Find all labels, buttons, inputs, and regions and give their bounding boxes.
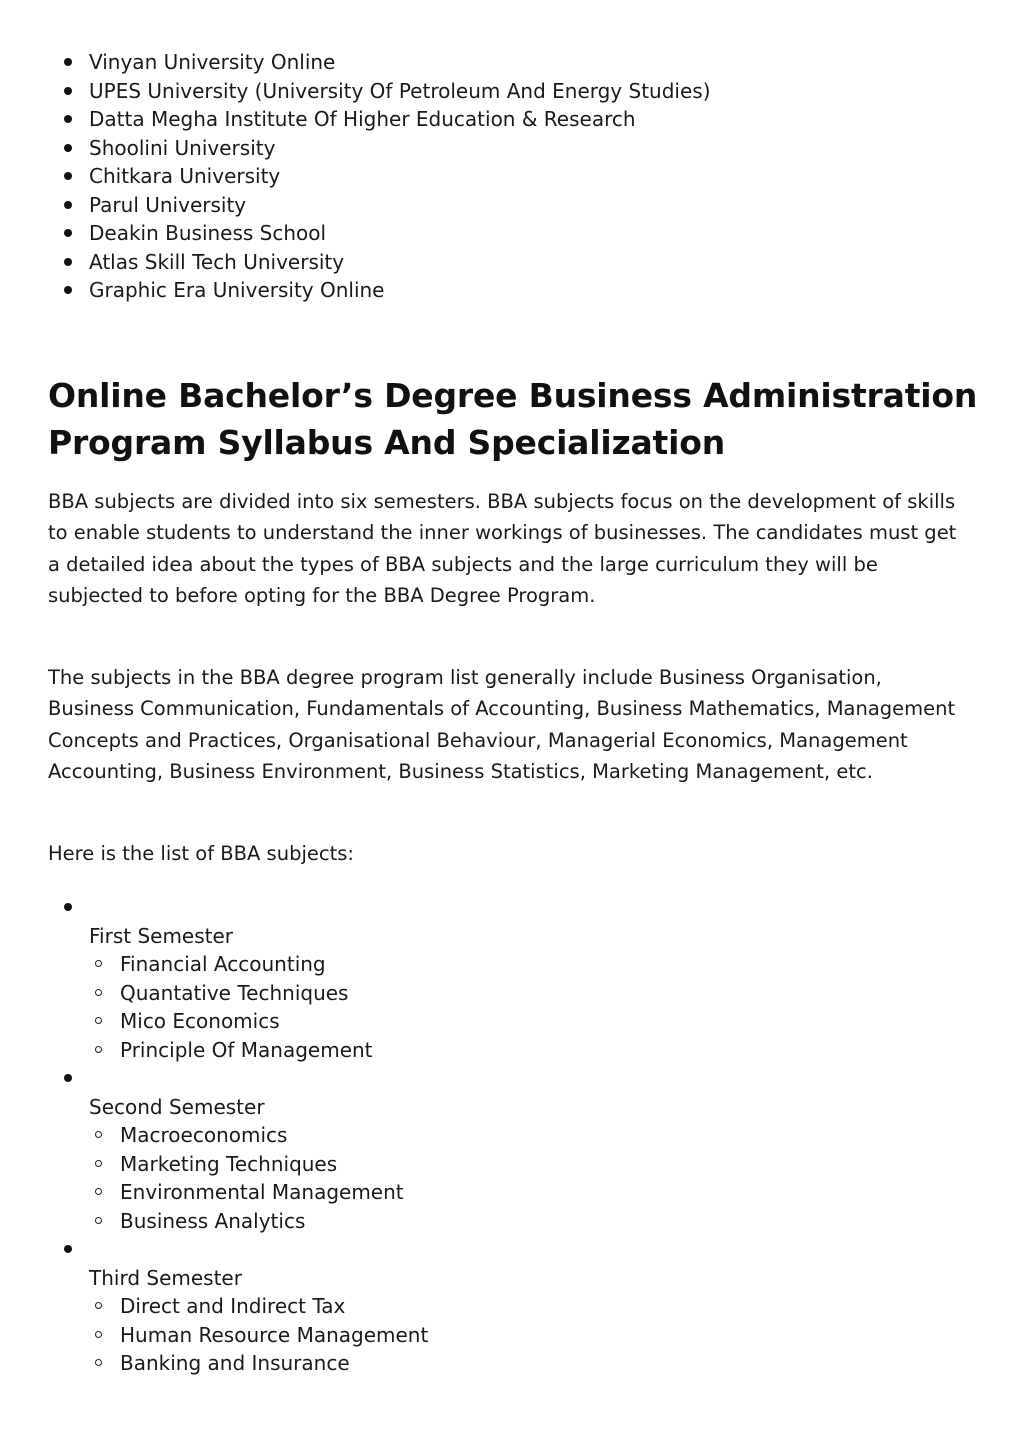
subject-list [89, 1121, 428, 1235]
section-heading [48, 373, 977, 466]
list-item: Atlas Skill Tech University [48, 248, 711, 277]
subject-item: Human Resource Management [89, 1321, 428, 1350]
subject-item: Mico Economics [89, 1007, 428, 1036]
subject-list [89, 1292, 428, 1378]
list-item: Chitkara University [48, 162, 711, 191]
list-item: Parul University [48, 191, 711, 220]
university-list [48, 48, 711, 305]
semester-title: First Semester [89, 923, 234, 948]
list-item: Graphic Era University Online [48, 276, 711, 305]
heading-line-2: Program Syllabus And Specialization [48, 422, 725, 462]
list-item: Deakin Business School [48, 219, 711, 248]
subject-item: Business Analytics [89, 1207, 428, 1236]
semester-list [48, 893, 428, 1378]
subjects-paragraph: The subjects in the BBA degree program list generally include Business Organisation, Business Communication, Fundamentals of Accounting, Business Mathematics, Management Concepts and Practices, Organisational Behaviour, Managerial Economics, Management Accounting, Business Environment, Business Statistics, Marketing Management, etc. [48, 666, 956, 783]
subject-item: Direct and Indirect Tax [89, 1292, 428, 1321]
semester-item [48, 1235, 428, 1378]
semester-title: Third Semester [89, 1265, 242, 1290]
semester-title: Second Semester [89, 1094, 265, 1119]
list-item: UPES University (University Of Petroleum And Energy Studies) [48, 77, 711, 106]
semester-item [48, 893, 428, 1064]
subject-item: Financial Accounting [89, 950, 428, 979]
intro-paragraph: BBA subjects are divided into six semesters. BBA subjects focus on the development of skills to enable students to understand the inner workings of businesses. The candidates must get a detailed idea about the types of BBA subjects and the large curriculum they will be subjected to before opting for the BBA Degree Program. [48, 490, 957, 607]
list-item: Vinyan University Online [48, 48, 711, 77]
list-intro-paragraph: Here is the list of BBA subjects: [48, 842, 354, 865]
semester-item [48, 1064, 428, 1235]
subject-list [89, 950, 428, 1064]
list-item: Shoolini University [48, 134, 711, 163]
subject-item: Principle Of Management [89, 1036, 428, 1065]
heading-line-1: Online Bachelor’s Degree Business Administration [48, 376, 978, 415]
list-item: Datta Megha Institute Of Higher Education & Research [48, 105, 711, 134]
subject-item: Banking and Insurance [89, 1349, 428, 1378]
subject-item: Environmental Management [89, 1178, 428, 1207]
subject-item: Quantative Techniques [89, 979, 428, 1008]
subject-item: Macroeconomics [89, 1121, 428, 1150]
subject-item: Marketing Techniques [89, 1150, 428, 1179]
